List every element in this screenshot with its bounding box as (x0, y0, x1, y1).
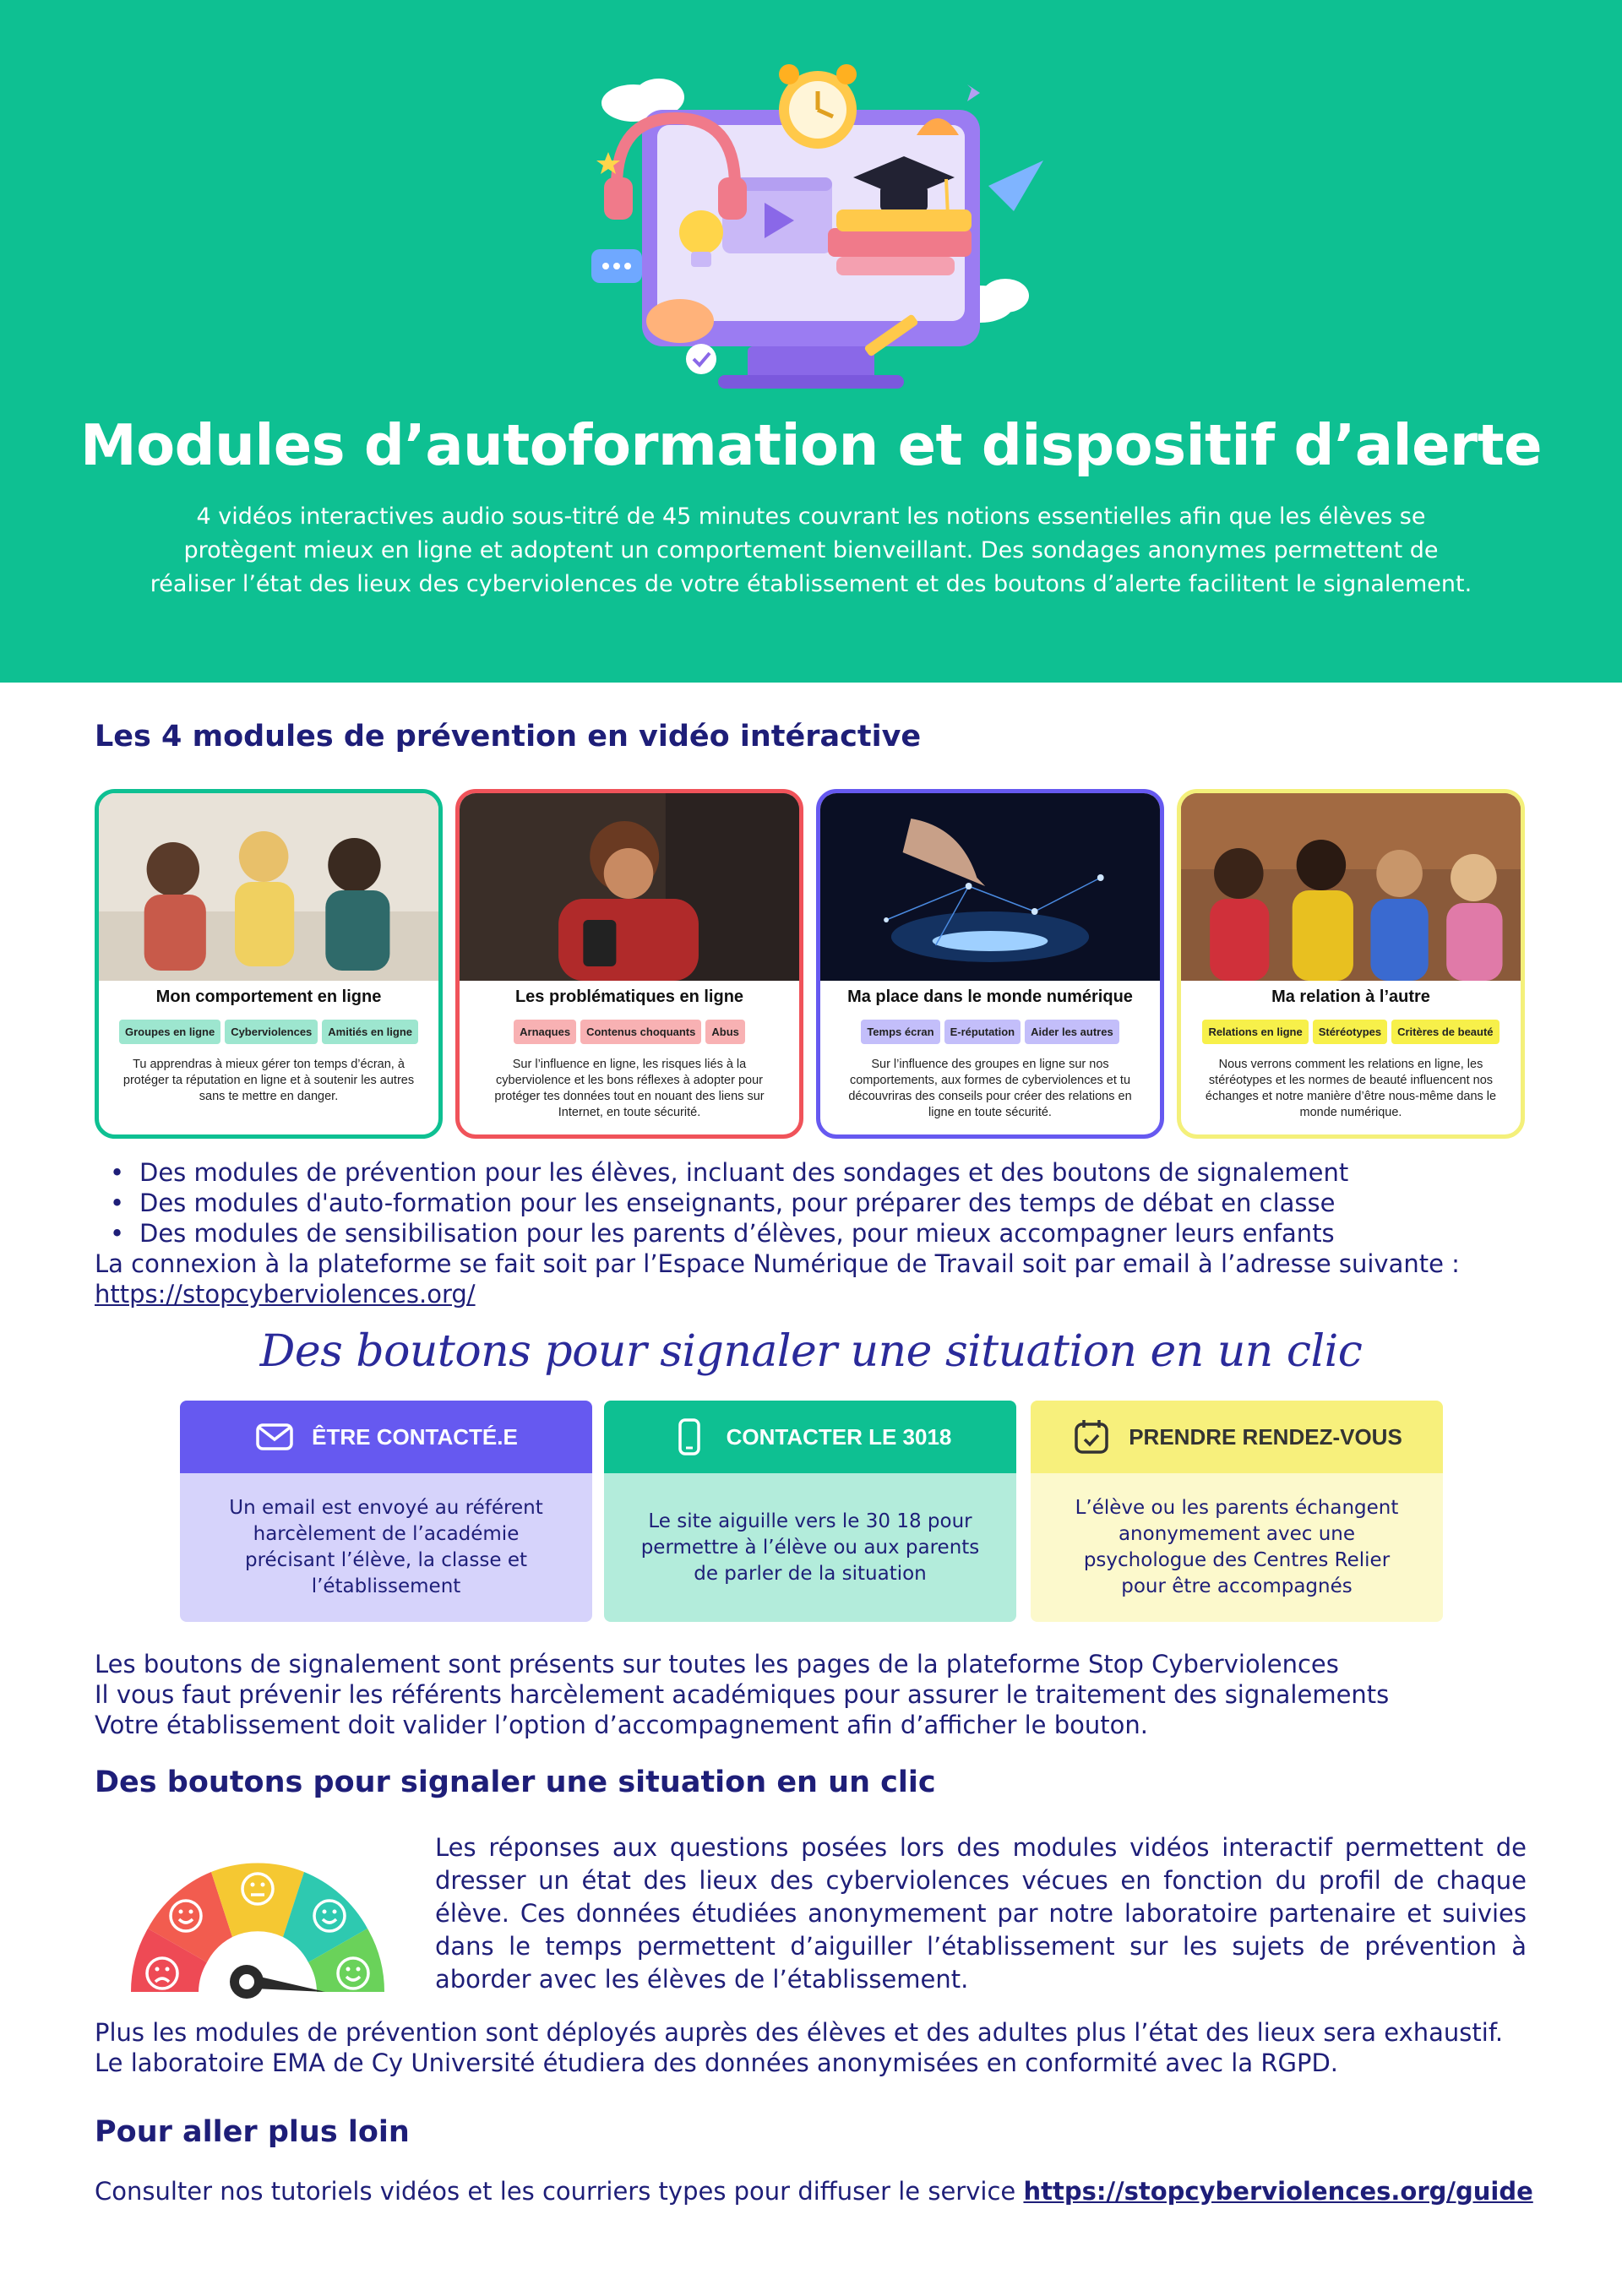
survey-notes (95, 2017, 1548, 2078)
module-tag: Relations en ligne (1202, 1020, 1308, 1044)
module-tag: Arnaques (514, 1020, 576, 1044)
module-tag: Aider les autres (1025, 1020, 1119, 1044)
module-tag: Stéréotypes (1313, 1020, 1387, 1044)
alert-section-title: Des boutons pour signaler une situation en un clic (259, 1326, 1363, 1377)
module-tag: Contenus choquants (580, 1020, 701, 1044)
survey-section-title: Des boutons pour signaler une situation en un clic (95, 1766, 936, 1799)
module-card-behavior[interactable] (95, 789, 443, 1139)
module-card-digital-world[interactable] (816, 789, 1164, 1139)
further-paragraph (95, 2176, 1548, 2206)
further-text: Consulter nos tutoriels vidéos et les courriers types pour diffuser le service (95, 2177, 1024, 2206)
module-card-title: Ma place dans le monde numérique (847, 987, 1133, 1006)
call-3018-label: CONTACTER LE 3018 (726, 1423, 952, 1450)
alert-note: Votre établissement doit valider l’option d’accompagnement afin d’afficher le bouton. (95, 1711, 1148, 1739)
kids-with-phones-photo (1181, 793, 1521, 981)
phone-icon (669, 1417, 710, 1457)
appointment-card (1031, 1401, 1443, 1622)
guide-link[interactable]: https://stopcyberviolences.org/guide (1023, 2177, 1533, 2206)
module-card-description: Tu apprendras à mieux gérer ton temps d’écran, à protéger ta réputation en ligne et à soutenir les autres sans te mettre en danger. (122, 1058, 415, 1103)
survey-note: Le laboratoire EMA de Cy Université étudiera des données anonymisées en conformité avec la RGPD. (95, 2048, 1339, 2077)
call-3018-button[interactable] (604, 1401, 1016, 1473)
call-3018-card (604, 1401, 1016, 1622)
modules-section-title: Les 4 modules de prévention en vidéo intéractive (95, 720, 922, 754)
platform-link[interactable]: https://stopcyberviolences.org/ (95, 1280, 476, 1309)
module-tag: Temps écran (861, 1020, 939, 1044)
survey-note: Plus les modules de prévention sont déployés auprès des élèves et des adultes plus l’état des lieux sera exhaustif. (95, 2018, 1504, 2047)
module-tag: Groupes en ligne (119, 1020, 220, 1044)
module-tag: Abus (705, 1020, 745, 1044)
alert-notes (95, 1649, 1548, 1740)
connection-text: La connexion à la plateforme se fait soit par l’Espace Numérique de Travail soit par email à l’adresse suivante : (95, 1249, 1460, 1278)
alert-note: Les boutons de signalement sont présents sur toutes les pages de la plateforme Stop Cyberviolences (95, 1650, 1339, 1678)
be-contacted-button[interactable] (180, 1401, 592, 1473)
module-card-description: Sur l’influence en ligne, les risques liés à la cyberviolence et les bons réflexes à adopter pour protéger tes données tout en nouant des liens sur Internet, en toute sécurité. (494, 1058, 765, 1119)
module-card-description: Sur l’influence des groupes en ligne sur nos comportements, aux formes de cyberviolences et tu découvriras des conseils pour créer des relations en ligne en toute sécurité. (848, 1058, 1132, 1119)
envelope-icon (254, 1417, 295, 1457)
be-contacted-card (180, 1401, 592, 1622)
module-tag: Amitiés en ligne (322, 1020, 418, 1044)
digital-network-photo (820, 793, 1160, 981)
module-tag: Critères de beauté (1391, 1020, 1499, 1044)
module-card-title: Les problématiques en ligne (514, 987, 744, 1006)
worried-teen-photo (460, 793, 799, 981)
alert-note: Il vous faut prévenir les référents harcèlement académiques pour assurer le traitement des signalements (95, 1680, 1390, 1709)
appointment-label: PRENDRE RENDEZ-VOUS (1129, 1423, 1402, 1450)
mood-gauge-icon (118, 1831, 397, 2000)
module-tag: E-réputation (944, 1020, 1021, 1044)
list-item: • Des modules d'auto-formation pour les enseignants, pour préparer des temps de débat en classe (110, 1188, 1546, 1218)
call-3018-description: Le site aiguille vers le 30 18 pour permettre à l’élève ou aux parents de parler de la situation (604, 1473, 1016, 1622)
module-card-description: Nous verrons comment les relations en ligne, les stéréotypes et les normes de beauté influencent nos échanges et notre manière d’être nous-même dans le monde numérique. (1205, 1058, 1497, 1119)
module-card-relationship[interactable] (1177, 789, 1525, 1139)
hero-description: 4 vidéos interactives audio sous-titré de 45 minutes couvrant les notions essentielles afin que les élèves se protègent mieux en ligne et adoptent un comportement bienveillant. Des sondages anonymes permettent de réaliser l’état des lieux des cyberviolences de votre établissement et des boutons d’alerte facilitent le signalement. (150, 503, 1472, 597)
module-tag: Cyberviolences (225, 1020, 318, 1044)
hero-title: Modules d’autoformation et dispositif d’alerte (79, 412, 1543, 478)
be-contacted-description: Un email est envoyé au référent harcèlement de l’académie précisant l’élève, la classe et l’établissement (180, 1473, 592, 1622)
kids-on-sofa-photo (99, 793, 438, 981)
list-item: • Des modules de prévention pour les élèves, incluant des sondages et des boutons de signalement (110, 1157, 1546, 1188)
module-card-online-issues[interactable] (455, 789, 803, 1139)
module-card-title: Ma relation à l’autre (1271, 987, 1430, 1006)
hero-banner (0, 0, 1622, 683)
connection-paragraph (95, 1249, 1548, 1309)
list-item: • Des modules de sensibilisation pour les parents d’élèves, pour mieux accompagner leurs enfants (110, 1218, 1546, 1249)
further-section-title: Pour aller plus loin (95, 2115, 410, 2149)
module-card-title: Mon comportement en ligne (155, 987, 382, 1006)
computer-learning-illustration (583, 51, 1056, 405)
appointment-description: L’élève ou les parents échangent anonymement avec une psychologue des Centres Relier pour être accompagnés (1031, 1473, 1443, 1622)
module-cards (95, 789, 1524, 1139)
audience-list (110, 1157, 1546, 1249)
appointment-button[interactable] (1031, 1401, 1443, 1473)
calendar-check-icon (1071, 1417, 1112, 1457)
be-contacted-label: ÊTRE CONTACTÉ.E (312, 1423, 518, 1450)
survey-description: Les réponses aux questions posées lors des modules vidéos interactif permettent de dresser un état des lieux des cyberviolences vécues en fonction du profil de chaque élève. Ces données étudiées anonymement par notre laboratoire partenaire et suivies dans le temps permettent d’aiguiller l’établissement sur les sujets de prévention à aborder avec les élèves de l’établissement. (435, 1833, 1527, 1994)
